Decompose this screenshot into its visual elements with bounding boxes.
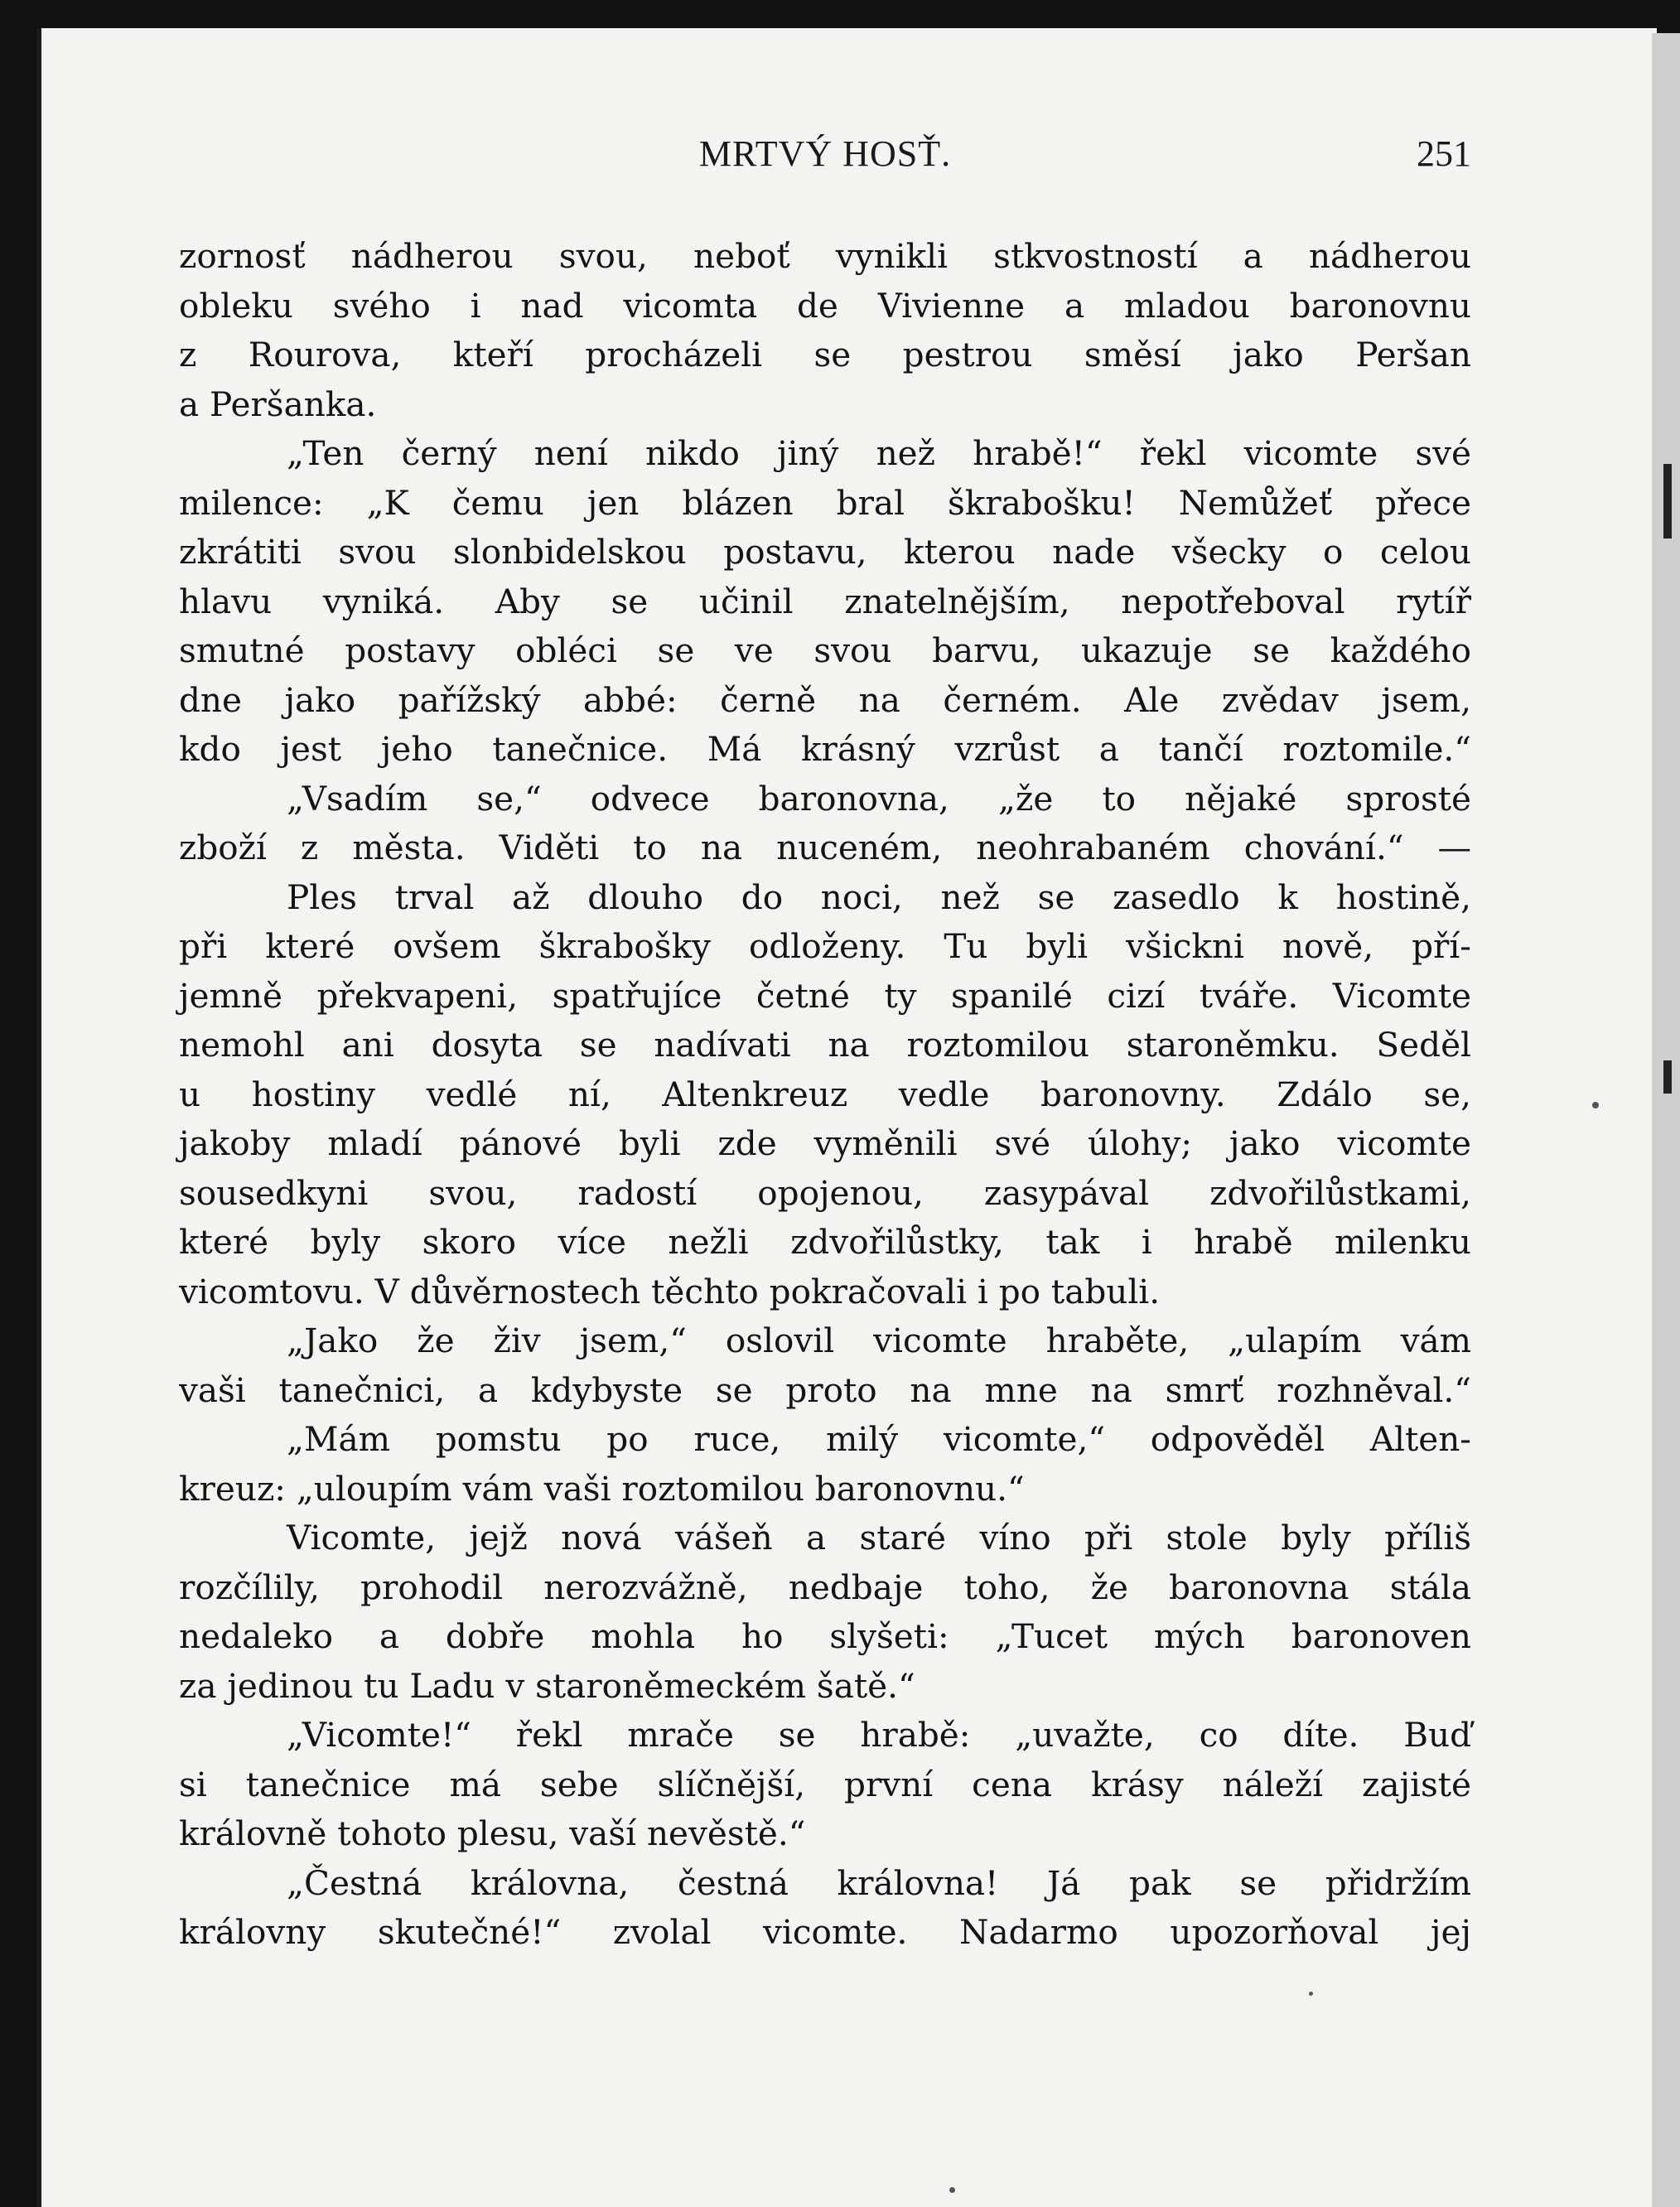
text-line: „Vicomte!“ řekl mrače se hrabě: „uvažte, co díte. Buď (287, 1715, 1471, 1755)
text-line: jemně překvapeni, spatřujíce četné ty spanilé cizí tváře. Vicomte (179, 975, 1471, 1016)
page-number: 251 (1417, 133, 1471, 174)
text-line: „Ten černý není nikdo jiný než hrabě!“ řekl vicomte své (287, 433, 1471, 473)
text-line: zornosť nádherou svou, neboť vynikli stkvostností a nádherou (179, 236, 1471, 276)
text-line: královny skutečné!“ zvolal vicomte. Nadarmo upozorňoval jej (179, 1912, 1471, 1952)
text-line: které byly skoro více nežli zdvořilůstky, tak i hrabě milenku (179, 1222, 1471, 1262)
text-line: milence: „K čemu jen blázen bral škrabošku! Nemůžeť přece (179, 482, 1471, 523)
running-header (179, 133, 1471, 182)
text-line: „Vsadím se,“ odvece baronovna, „že to nějaké sprosté (287, 778, 1471, 819)
edge-mark (1663, 464, 1672, 538)
body-text (179, 232, 1471, 1958)
text-line: dne jako pařížský abbé: černě na černém. Ale zvědav jsem, (179, 679, 1471, 720)
text-line: zboží z města. Viděti to na nuceném, neohrabaném chování.“ — (179, 828, 1471, 867)
text-line: nemohl ani dosyta se nadívati na roztomilou staroněmku. Seděl (179, 1025, 1471, 1065)
page-edge (1652, 33, 1680, 2207)
text-line: z Rourova, kteří procházeli se pestrou směsí jako Peršan (179, 335, 1471, 374)
text-line: „Jako že živ jsem,“ oslovil vicomte hraběte, „ulapím vám (287, 1321, 1471, 1360)
text-line: vicomtovu. V důvěrnostech těchto pokračovali i po tabuli. (179, 1271, 1161, 1311)
text-line: kdo jest jeho tanečnice. Má krásný vzrůst a tančí roztomile.“ (179, 729, 1471, 769)
scan-speck (1309, 1992, 1313, 1996)
text-line: „Mám pomstu po ruce, milý vicomte,“ odpověděl Alten- (287, 1419, 1471, 1459)
text-line: obleku svého i nad vicomta de Vivienne a mladou baronovnu (179, 285, 1471, 326)
text-line: za jedinou tu Ladu v staroněmeckém šatě.“ (179, 1665, 915, 1706)
text-line: jakoby mladí pánové byli zde vyměnili své úlohy; jako vicomte (179, 1123, 1471, 1163)
text-line: sousedkyni svou, radostí opojenou, zasypával zdvořilůstkami, (179, 1172, 1471, 1213)
text-line: Vicomte, jejž nová vášeň a staré víno při stole byly příliš (287, 1518, 1471, 1557)
text-line: královně tohoto plesu, vaší nevěstě.“ (179, 1813, 806, 1853)
text-line: rozčílily, prohodil nerozvážně, nedbaje toho, že baronovna stála (179, 1567, 1471, 1607)
text-line: „Čestná královna, čestná královna! Já pak se přidržím (287, 1862, 1471, 1903)
text-line: smutné postavy obléci se ve svou barvu, ukazuje se každého (179, 630, 1471, 670)
text-line: při které ovšem škrabošky odloženy. Tu byli všickni nově, pří- (179, 926, 1471, 966)
text-line: vaši tanečnici, a kdybyste se proto na mne na smrť rozhněval.“ (179, 1369, 1471, 1410)
text-line: zkrátiti svou slonbidelskou postavu, kterou nade všecky o celou (179, 532, 1471, 572)
text-line: u hostiny vedlé ní, Altenkreuz vedle baronovny. Zdálo se, (179, 1074, 1471, 1114)
text-line: kreuz: „uloupím vám vaši roztomilou baronovnu.“ (179, 1468, 1025, 1509)
edge-mark (1663, 1060, 1672, 1094)
text-line: si tanečnice má sebe slíčnější, první cena krásy náleží zajisté (179, 1764, 1471, 1804)
text-line: nedaleko a dobře mohla ho slyšeti: „Tucet mých baronoven (179, 1616, 1471, 1656)
text-line: a Peršanka. (179, 384, 377, 424)
text-line: Ples trval až dlouho do noci, než se zasedlo k hostině, (287, 877, 1471, 917)
running-title: MRTVÝ HOSŤ. (698, 133, 952, 174)
scan-speck (1592, 1102, 1599, 1108)
text-line: hlavu vyniká. Aby se učinil znatelnějším, nepotřeboval rytíř (179, 581, 1471, 621)
scan-speck (949, 2187, 955, 2193)
